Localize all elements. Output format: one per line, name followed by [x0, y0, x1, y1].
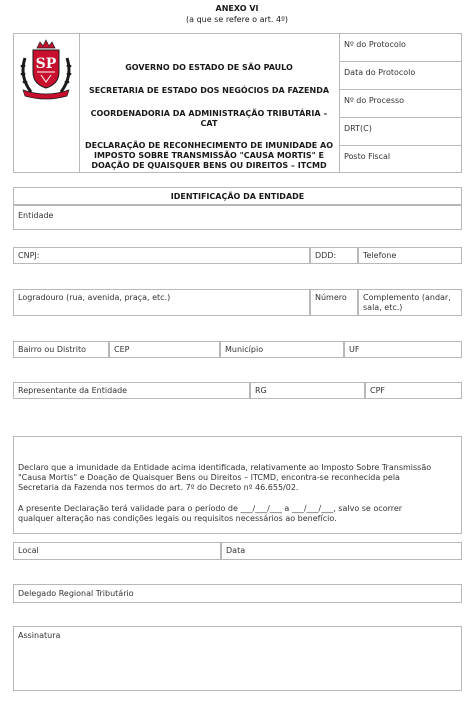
entity-label: Entidade — [18, 211, 54, 220]
declaration-paragraph-2-line-2: qualquer alteração nas condições legais ou requisitos necessários ao benefício. — [18, 514, 337, 523]
cnpj-field[interactable] — [13, 247, 310, 264]
phone-label: Telefone — [363, 251, 397, 260]
coordination-line-1: COORDENADORIA DA ADMINISTRAÇÃO TRIBUTÁRIA – — [90, 109, 328, 118]
uf-field[interactable] — [344, 341, 462, 358]
date-label: Data — [226, 546, 246, 555]
delegate-label: Delegado Regional Tributário — [18, 589, 134, 598]
rg-field[interactable] — [250, 382, 365, 399]
entity-field[interactable] — [13, 205, 462, 230]
protocol-number-label: Nº do Protocolo — [344, 40, 406, 49]
declaration-paragraph-2-line-1: A presente Declaração terá validade para o período de ___/___/___ a ___/___/___, salvo se ocorrer — [18, 504, 403, 513]
fiscal-post-label: Posto Fiscal — [344, 152, 391, 161]
declaration-title-line-3: DOAÇÃO DE QUAISQUER BENS OU DIREITOS – ITCMD — [91, 161, 327, 170]
declaration-paragraph-1-line-1: Declaro que a imunidade da Entidade acima identificada, relativamente ao Imposto Sobre Transmissão — [18, 463, 432, 472]
cpf-label: CPF — [370, 386, 386, 395]
cep-label: CEP — [114, 345, 130, 354]
ddd-label: DDD: — [315, 251, 337, 260]
rg-label: RG — [255, 386, 267, 395]
declaration-paragraph-1-line-2: "Causa Mortis" e Doação de Quaisquer Bens ou Direitos – ITCMD, encontra-se reconhecida pela — [18, 473, 400, 482]
secretariat-title: SECRETARIA DE ESTADO DOS NEGÓCIOS DA FAZENDA — [88, 86, 330, 95]
sp-state-seal-logo — [17, 38, 75, 102]
signature-label: Assinatura — [18, 631, 61, 640]
declaration-title-line-1: DECLARAÇÃO DE RECONHECIMENTO DE IMUNIDADE AO — [84, 141, 334, 150]
svg-text:SP: SP — [35, 56, 57, 72]
process-number-label: Nº do Processo — [344, 96, 405, 105]
date-field[interactable] — [221, 542, 462, 560]
protocol-date-label: Data do Protocolo — [344, 68, 416, 77]
coordination-line-2: CAT — [200, 119, 218, 128]
city-label: Município — [225, 345, 264, 354]
place-field[interactable] — [13, 542, 221, 560]
street-label: Logradouro (rua, avenida, praça, etc.) — [18, 293, 171, 302]
complement-label-line-2: sala, etc.) — [363, 303, 403, 312]
entity-section-title: IDENTIFICAÇÃO DA ENTIDADE — [170, 192, 305, 201]
declaration-title-line-2: IMPOSTO SOBRE TRANSMISSÃO "CAUSA MORTIS" E — [93, 151, 324, 160]
number-label: Número — [315, 293, 347, 302]
cnpj-label: CNPJ: — [18, 251, 40, 260]
signature-field[interactable] — [13, 626, 462, 691]
complement-label-line-1: Complemento (andar, — [363, 293, 451, 302]
government-title: GOVERNO DO ESTADO DE SÃO PAULO — [125, 63, 293, 72]
representative-label: Representante da Entidade — [18, 386, 128, 395]
annex-title: ANEXO VI — [215, 4, 259, 13]
drt-label: DRT(C) — [344, 124, 372, 133]
declaration-paragraph-1-line-3: Secretaria da Fazenda nos termos do art. 7º do Decreto nº 46.655/02. — [18, 483, 299, 492]
district-label: Bairro ou Distrito — [18, 345, 87, 354]
annex-subtitle: (a que se refere o art. 4º) — [186, 15, 288, 24]
uf-label: UF — [349, 345, 360, 354]
place-label: Local — [18, 546, 39, 555]
